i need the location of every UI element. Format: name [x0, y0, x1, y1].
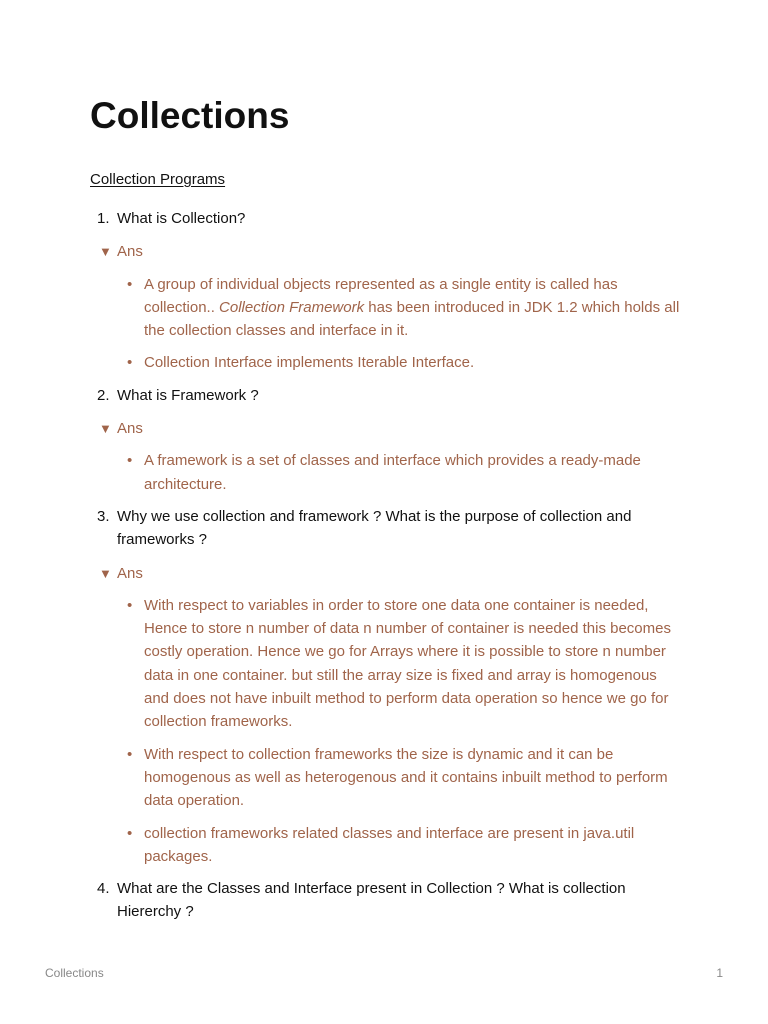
question-item: [90, 877, 680, 924]
footer-title: Collections: [45, 966, 104, 980]
bullet-icon: •: [127, 452, 133, 470]
question-text: What is Collection?: [117, 210, 246, 227]
answer-bullet: [90, 351, 680, 374]
bullet-italic-text: Collection Framework: [219, 298, 365, 316]
question-item: [90, 384, 680, 407]
answer-bullet-list: [90, 449, 680, 496]
bullet-icon: •: [127, 354, 133, 372]
question-number: 4.: [97, 880, 110, 898]
page-number: 1: [716, 966, 723, 980]
answer-toggle[interactable]: [90, 240, 680, 263]
bullet-icon: •: [127, 596, 133, 614]
bullet-icon: •: [127, 275, 133, 293]
answer-bullet: [90, 449, 680, 496]
answer-toggle-label[interactable]: Ans: [117, 420, 143, 438]
bullet-icon: •: [127, 745, 133, 763]
triangle-down-icon[interactable]: ▼: [99, 565, 112, 581]
question-text: What is Framework ?: [117, 386, 259, 404]
question-number: 2.: [97, 386, 110, 404]
bullet-text: collection frameworks related classes and interface are present in java.util packages.: [144, 824, 635, 865]
bullet-text: With respect to collection frameworks the size is dynamic and it can be homogenous as well as heterogenous and it contains inbuilt method to perform data operation.: [144, 745, 668, 810]
answer-bullet-list: [90, 273, 680, 375]
question-text: Why we use collection and framework ? What is the purpose of collection and frameworks ?: [117, 507, 632, 549]
answer-toggle-label[interactable]: Ans: [117, 564, 143, 582]
answer-bullet: [90, 743, 680, 813]
collection-programs-link[interactable]: Collection Programs: [90, 171, 226, 188]
triangle-down-icon[interactable]: ▼: [99, 421, 112, 437]
bullet-icon: •: [127, 824, 133, 842]
bullet-text: A group of individual objects represented as a single entity is called has collection..: [144, 275, 618, 316]
answer-bullet: [90, 594, 680, 734]
answer-toggle[interactable]: [90, 562, 680, 585]
question-number: 3.: [97, 507, 110, 525]
answer-bullet-list: [90, 594, 680, 868]
bullet-text: Collection Interface implements Iterable Interface.: [144, 354, 475, 372]
answer-bullet: [90, 273, 680, 343]
page-title: Collections: [90, 95, 290, 136]
answer-toggle-label[interactable]: Ans: [117, 243, 143, 261]
question-number: 1.: [97, 210, 110, 227]
question-item: [90, 505, 680, 552]
bullet-text: A framework is a set of classes and interface which provides a ready-made architecture.: [144, 452, 641, 493]
triangle-down-icon[interactable]: ▼: [99, 244, 112, 260]
question-text: What are the Classes and Interface present in Collection ? What is collection Hiererchy ?: [117, 880, 626, 921]
answer-toggle[interactable]: [90, 417, 680, 440]
bullet-text: With respect to variables in order to store one data one container is needed, Hence to store n number of data n number of container is needed this becomes costly operation. Hence we go for Arrays where it is possible to store n number data in one container. but still the array size is fixed and array is homogenous and does not have inbuilt method to perform data operation so hence we go for collection frameworks.: [144, 596, 671, 731]
bullet-text-continued: has been introduced in JDK 1.2 which holds all the collection classes and interface in it.: [144, 298, 680, 340]
qa-content: [90, 207, 680, 934]
answer-bullet: [90, 822, 680, 869]
question-item: [90, 207, 680, 230]
